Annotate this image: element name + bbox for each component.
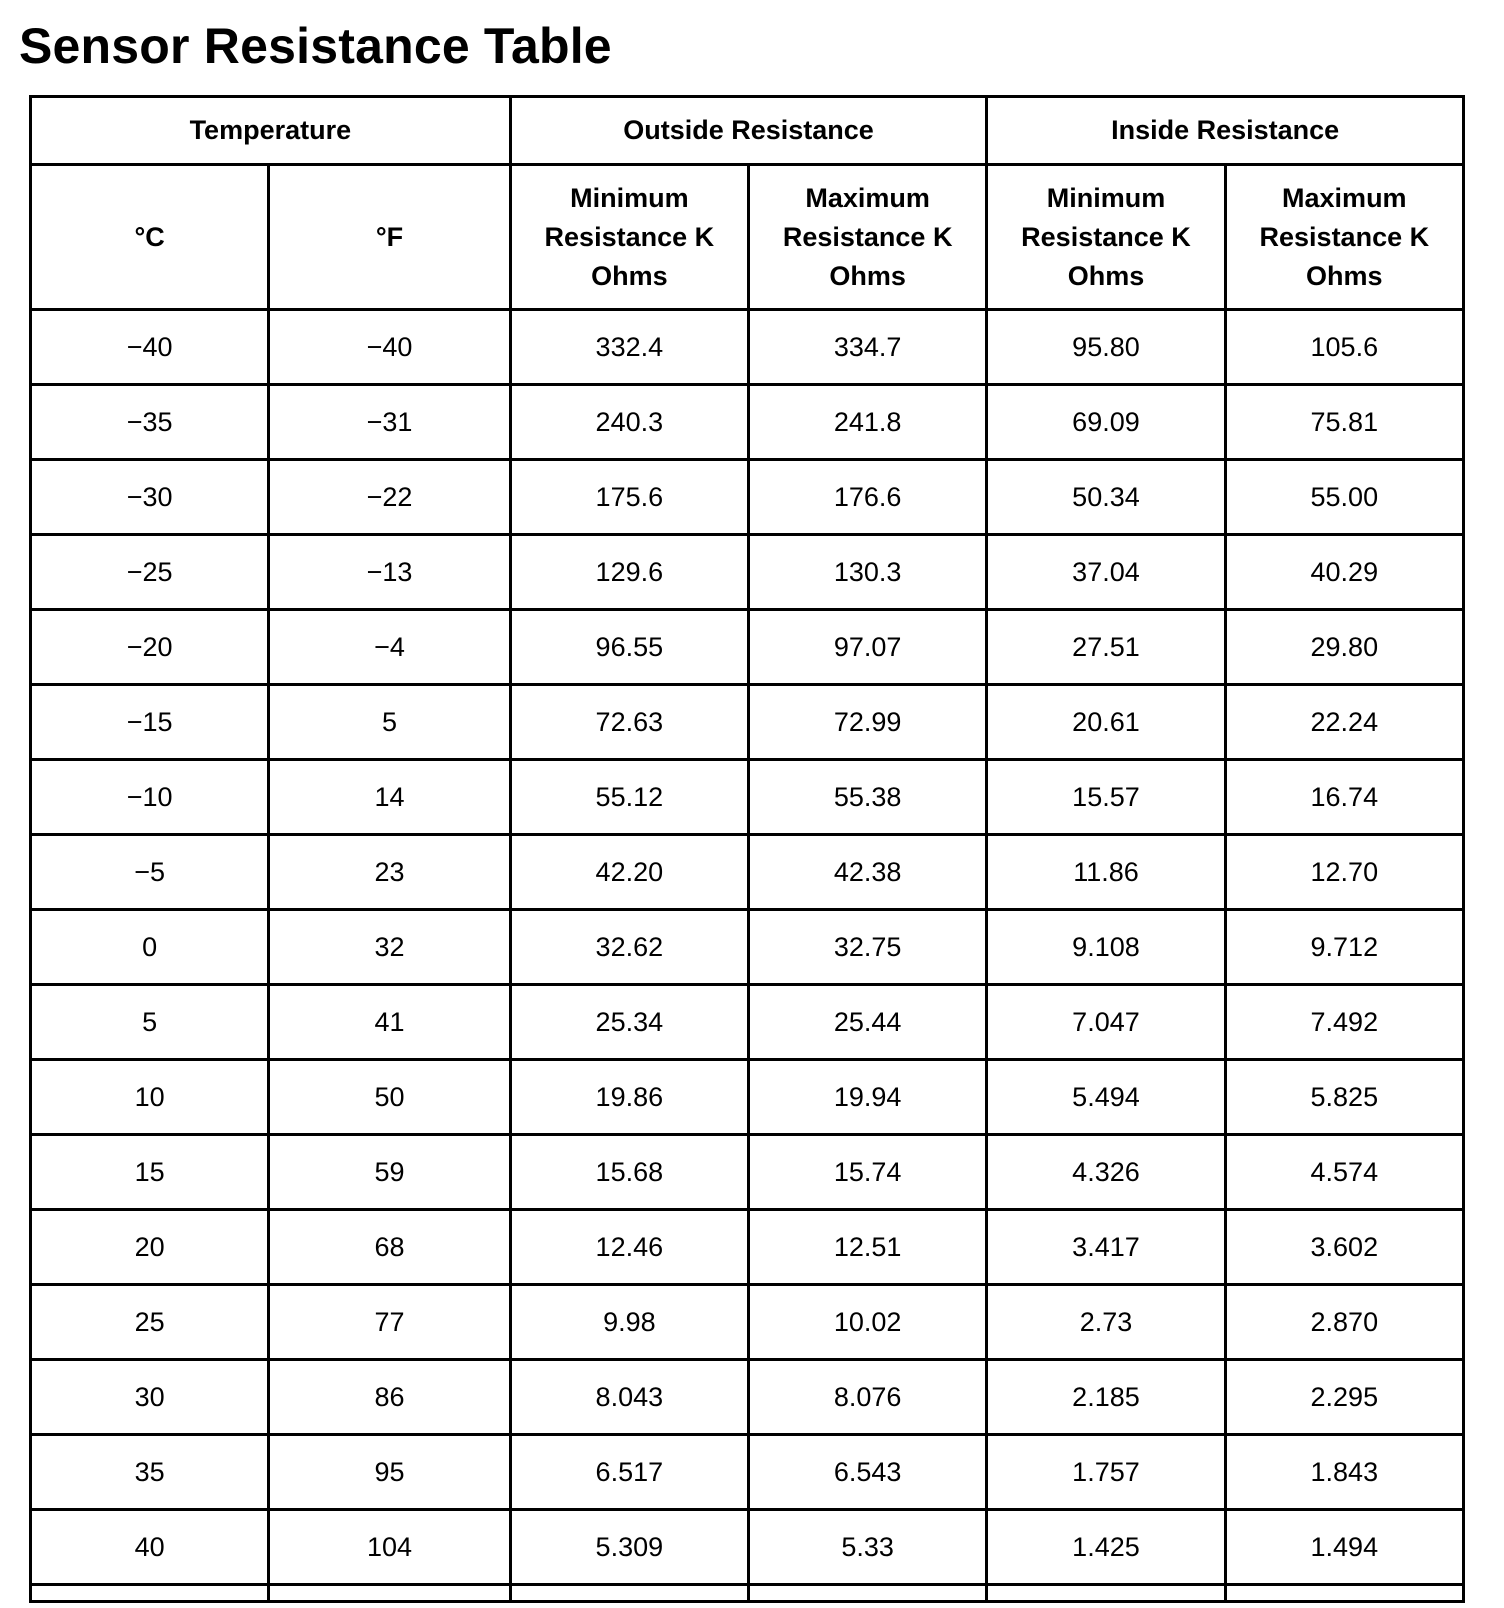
outside-max-cell: 6.543	[749, 1435, 987, 1510]
continuation-cell	[269, 1585, 510, 1602]
celsius-cell: −20	[31, 610, 269, 685]
header-group-row	[31, 97, 1464, 165]
celsius-cell: 20	[31, 1210, 269, 1285]
celsius-cell: 0	[31, 910, 269, 985]
inside-max-column-header	[1225, 165, 1463, 310]
table-continuation	[31, 1585, 1464, 1602]
fahrenheit-column-header: °F	[269, 165, 510, 310]
inside-max-cell: 75.81	[1225, 385, 1463, 460]
inside-max-cell: 12.70	[1225, 835, 1463, 910]
outside-min-cell: 332.4	[510, 310, 748, 385]
outside-max-cell: 334.7	[749, 310, 987, 385]
header-line: Resistance K	[544, 221, 715, 252]
continuation-cell	[1225, 1585, 1463, 1602]
fahrenheit-cell: −4	[269, 610, 510, 685]
fahrenheit-cell: −13	[269, 535, 510, 610]
outside-min-cell: 55.12	[510, 760, 748, 835]
outside-max-cell: 130.3	[749, 535, 987, 610]
continuation-cell	[510, 1585, 748, 1602]
continuation-cell	[987, 1585, 1225, 1602]
outside-min-cell: 72.63	[510, 685, 748, 760]
fahrenheit-cell: 23	[269, 835, 510, 910]
inside-min-cell: 1.757	[987, 1435, 1225, 1510]
outside-min-cell: 42.20	[510, 835, 748, 910]
header-line: Minimum	[570, 182, 689, 213]
celsius-cell: 25	[31, 1285, 269, 1360]
celsius-cell: −5	[31, 835, 269, 910]
sensor-resistance-table	[29, 95, 1465, 1603]
outside-min-cell: 6.517	[510, 1435, 748, 1510]
fahrenheit-cell: 14	[269, 760, 510, 835]
table-row	[31, 1435, 1464, 1510]
celsius-cell: −15	[31, 685, 269, 760]
inside-min-cell: 11.86	[987, 835, 1225, 910]
inside-min-cell: 2.185	[987, 1360, 1225, 1435]
table-row	[31, 460, 1464, 535]
table-body	[31, 310, 1464, 1602]
inside-max-cell: 29.80	[1225, 610, 1463, 685]
table-row	[31, 835, 1464, 910]
header-sub-row	[31, 165, 1464, 310]
outside-max-cell: 5.33	[749, 1510, 987, 1585]
outside-min-cell: 32.62	[510, 910, 748, 985]
outside-min-cell: 25.34	[510, 985, 748, 1060]
continuation-cell	[31, 1585, 269, 1602]
celsius-cell: 40	[31, 1510, 269, 1585]
inside-max-cell: 22.24	[1225, 685, 1463, 760]
outside-max-cell: 15.74	[749, 1135, 987, 1210]
inside-max-cell: 1.494	[1225, 1510, 1463, 1585]
celsius-cell: −40	[31, 310, 269, 385]
header-line: Resistance K	[782, 221, 953, 252]
outside-max-cell: 241.8	[749, 385, 987, 460]
table-row	[31, 685, 1464, 760]
fahrenheit-cell: 5	[269, 685, 510, 760]
outside-min-cell: 15.68	[510, 1135, 748, 1210]
table-row	[31, 1060, 1464, 1135]
outside-min-cell: 12.46	[510, 1210, 748, 1285]
inside-min-column-header	[987, 165, 1225, 310]
table-row	[31, 1285, 1464, 1360]
celsius-cell: −25	[31, 535, 269, 610]
outside-min-cell: 96.55	[510, 610, 748, 685]
outside-min-cell: 19.86	[510, 1060, 748, 1135]
outside-max-cell: 97.07	[749, 610, 987, 685]
table-row	[31, 1135, 1464, 1210]
inside-max-cell: 55.00	[1225, 460, 1463, 535]
fahrenheit-cell: 95	[269, 1435, 510, 1510]
inside-min-cell: 69.09	[987, 385, 1225, 460]
outside-max-cell: 19.94	[749, 1060, 987, 1135]
table-row	[31, 760, 1464, 835]
header-line: Minimum	[1046, 182, 1166, 213]
header-line: Ohms	[1067, 260, 1145, 291]
header-line: Maximum	[805, 182, 930, 213]
fahrenheit-cell: −40	[269, 310, 510, 385]
table-row	[31, 310, 1464, 385]
inside-min-cell: 7.047	[987, 985, 1225, 1060]
temperature-group-header: Temperature	[31, 97, 511, 165]
inside-min-cell: 2.73	[987, 1285, 1225, 1360]
continuation-cell	[749, 1585, 987, 1602]
inside-min-cell: 9.108	[987, 910, 1225, 985]
outside-min-cell: 240.3	[510, 385, 748, 460]
header-line: Maximum	[1282, 182, 1407, 213]
table-row	[31, 610, 1464, 685]
inside-min-cell: 1.425	[987, 1510, 1225, 1585]
table-row	[31, 535, 1464, 610]
fahrenheit-cell: 59	[269, 1135, 510, 1210]
inside-min-cell: 5.494	[987, 1060, 1225, 1135]
inside-max-cell: 40.29	[1225, 535, 1463, 610]
fahrenheit-cell: 104	[269, 1510, 510, 1585]
table-row	[31, 1210, 1464, 1285]
outside-max-cell: 176.6	[749, 460, 987, 535]
outside-resistance-group-header: Outside Resistance	[510, 97, 987, 165]
inside-min-cell: 15.57	[987, 760, 1225, 835]
page-title: Sensor Resistance Table	[19, 18, 612, 74]
inside-max-cell: 1.843	[1225, 1435, 1463, 1510]
fahrenheit-cell: 41	[269, 985, 510, 1060]
table-row	[31, 1360, 1464, 1435]
celsius-cell: −35	[31, 385, 269, 460]
celsius-cell: −10	[31, 760, 269, 835]
header-line: Resistance K	[1021, 221, 1191, 252]
outside-min-column-header	[510, 165, 748, 310]
inside-max-cell: 105.6	[1225, 310, 1463, 385]
header-line: Ohms	[1306, 260, 1383, 291]
inside-min-cell: 27.51	[987, 610, 1225, 685]
outside-max-cell: 25.44	[749, 985, 987, 1060]
celsius-cell: 30	[31, 1360, 269, 1435]
fahrenheit-cell: 68	[269, 1210, 510, 1285]
inside-max-cell: 4.574	[1225, 1135, 1463, 1210]
outside-max-column-header	[749, 165, 987, 310]
fahrenheit-cell: 32	[269, 910, 510, 985]
inside-min-cell: 4.326	[987, 1135, 1225, 1210]
inside-max-cell: 2.870	[1225, 1285, 1463, 1360]
outside-max-cell: 42.38	[749, 835, 987, 910]
celsius-cell: 35	[31, 1435, 269, 1510]
inside-min-cell: 3.417	[987, 1210, 1225, 1285]
inside-max-cell: 5.825	[1225, 1060, 1463, 1135]
celsius-cell: 15	[31, 1135, 269, 1210]
outside-max-cell: 55.38	[749, 760, 987, 835]
inside-min-cell: 37.04	[987, 535, 1225, 610]
outside-max-cell: 12.51	[749, 1210, 987, 1285]
table-row	[31, 385, 1464, 460]
outside-min-cell: 129.6	[510, 535, 748, 610]
outside-max-cell: 72.99	[749, 685, 987, 760]
inside-min-cell: 20.61	[987, 685, 1225, 760]
inside-max-cell: 2.295	[1225, 1360, 1463, 1435]
inside-max-cell: 3.602	[1225, 1210, 1463, 1285]
outside-min-cell: 5.309	[510, 1510, 748, 1585]
celsius-cell: −30	[31, 460, 269, 535]
outside-min-cell: 8.043	[510, 1360, 748, 1435]
fahrenheit-cell: 86	[269, 1360, 510, 1435]
inside-resistance-group-header: Inside Resistance	[987, 97, 1464, 165]
header-line: Resistance K	[1259, 221, 1430, 252]
celsius-cell: 5	[31, 985, 269, 1060]
table-row	[31, 910, 1464, 985]
table-row	[31, 1510, 1464, 1585]
outside-max-cell: 10.02	[749, 1285, 987, 1360]
outside-max-cell: 32.75	[749, 910, 987, 985]
fahrenheit-cell: 50	[269, 1060, 510, 1135]
outside-max-cell: 8.076	[749, 1360, 987, 1435]
fahrenheit-cell: −22	[269, 460, 510, 535]
inside-max-cell: 16.74	[1225, 760, 1463, 835]
table-row	[31, 985, 1464, 1060]
outside-min-cell: 175.6	[510, 460, 748, 535]
celsius-cell: 10	[31, 1060, 269, 1135]
inside-min-cell: 50.34	[987, 460, 1225, 535]
celsius-column-header: °C	[31, 165, 269, 310]
inside-min-cell: 95.80	[987, 310, 1225, 385]
fahrenheit-cell: −31	[269, 385, 510, 460]
inside-max-cell: 7.492	[1225, 985, 1463, 1060]
outside-min-cell: 9.98	[510, 1285, 748, 1360]
header-line: Ohms	[591, 260, 668, 291]
fahrenheit-cell: 77	[269, 1285, 510, 1360]
header-line: Ohms	[829, 260, 906, 291]
inside-max-cell: 9.712	[1225, 910, 1463, 985]
